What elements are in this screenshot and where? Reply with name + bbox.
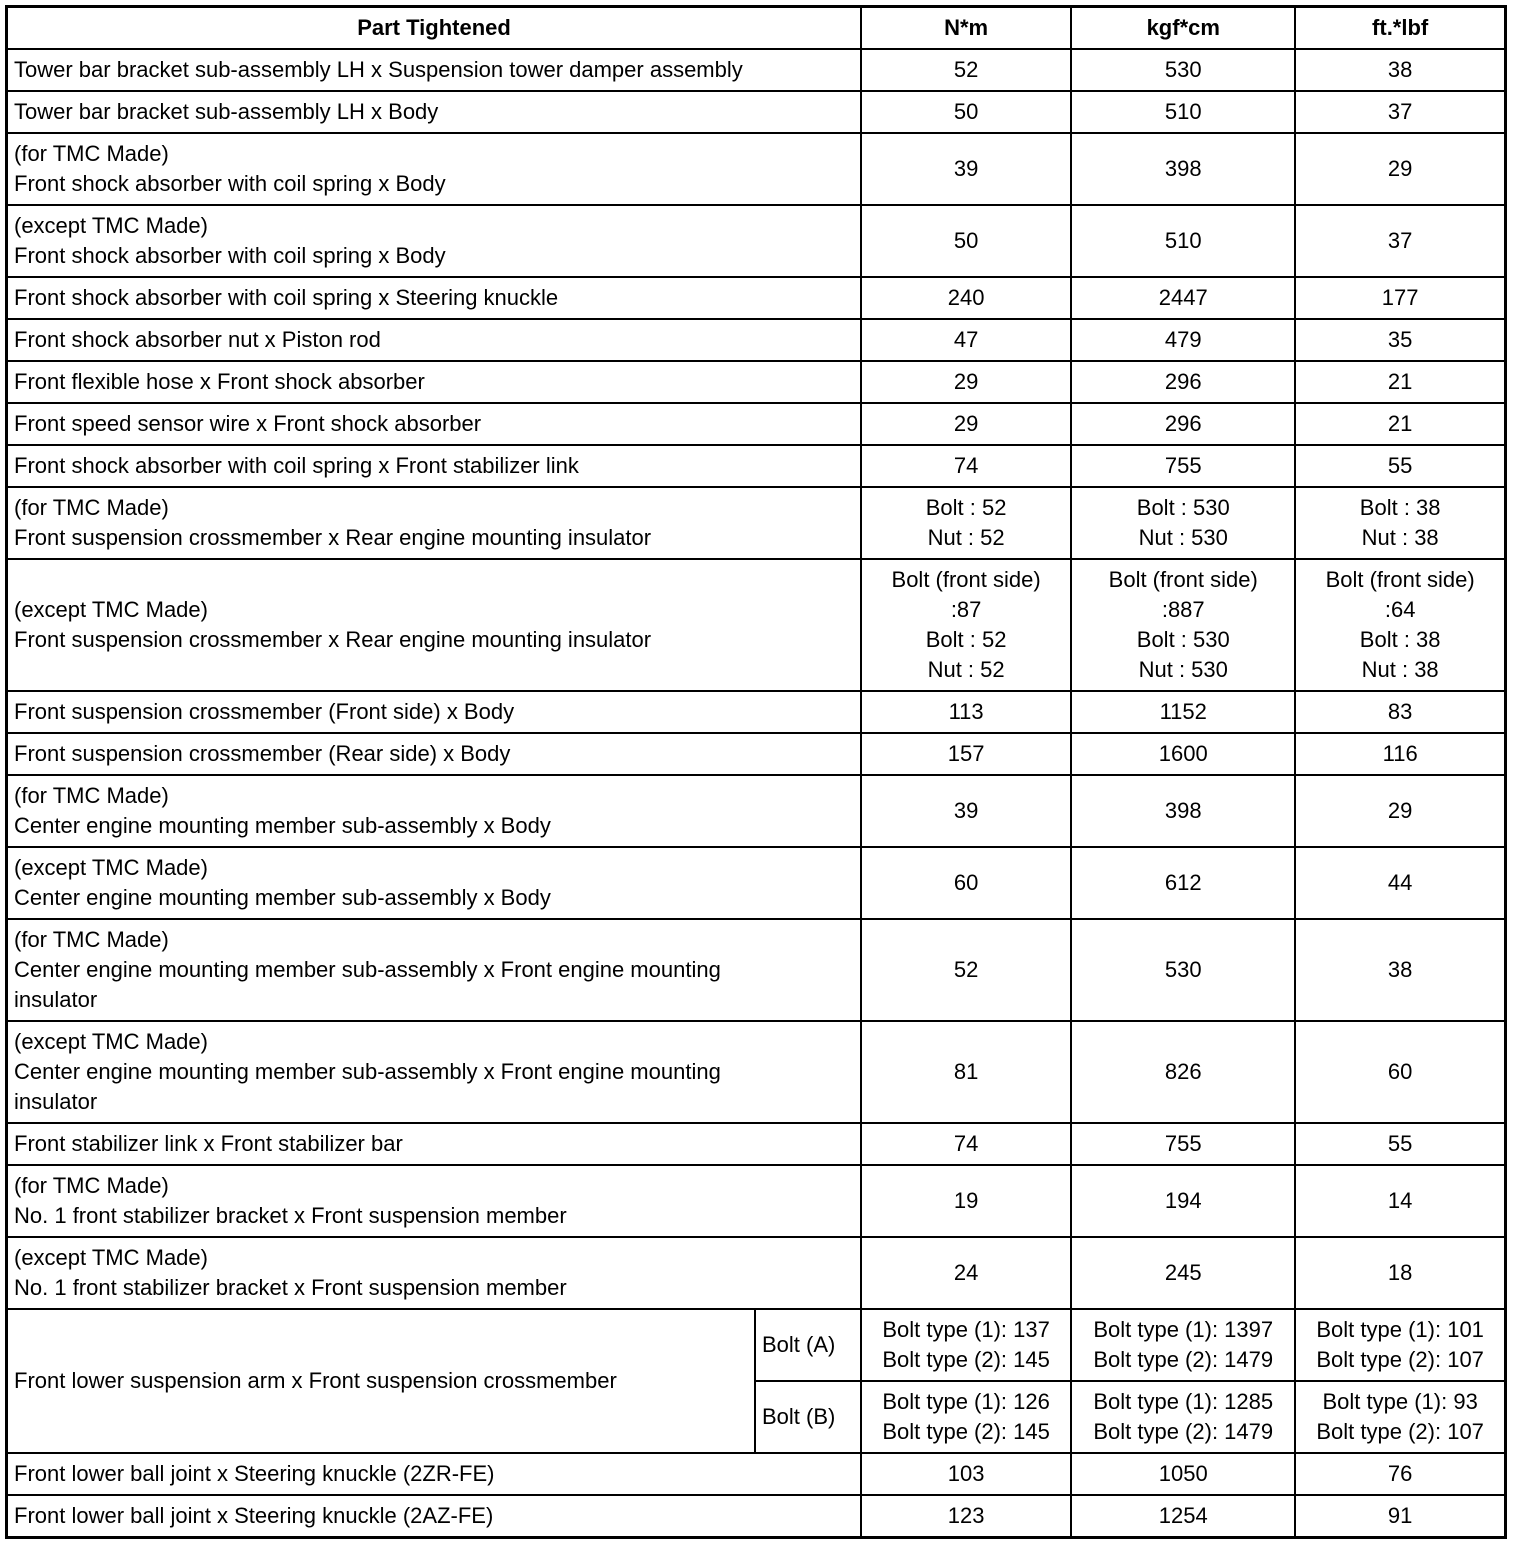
- kgfcm-cell: [1071, 847, 1295, 919]
- ftlbf-cell: [1295, 1495, 1505, 1538]
- cell-line: 123: [947, 1503, 985, 1528]
- part-cell: [7, 919, 862, 1021]
- cell-line: Center engine mounting member sub-assembly x Body: [14, 885, 551, 910]
- cell-line: Bolt type (2): 107: [1316, 1419, 1484, 1444]
- cell-line: 24: [953, 1260, 979, 1285]
- kgfcm-cell: [1071, 1495, 1295, 1538]
- part-cell: [7, 1453, 862, 1495]
- cell-line: 177: [1381, 285, 1419, 310]
- nm-cell: [861, 1165, 1071, 1237]
- cell-line: 18: [1387, 1260, 1413, 1285]
- ftlbf-cell: [1295, 559, 1505, 691]
- nm-cell: [861, 847, 1071, 919]
- cell-line: 1152: [1159, 699, 1207, 724]
- part-cell: [7, 559, 862, 691]
- nm-cell: [861, 1381, 1071, 1453]
- cell-line: 1254: [1158, 1503, 1208, 1528]
- cell-line: Tower bar bracket sub-assembly LH x Suspension tower damper assembly: [14, 57, 743, 82]
- cell-line: :887: [1161, 597, 1205, 622]
- part-cell: [7, 49, 862, 91]
- cell-line: 83: [1387, 699, 1413, 724]
- cell-line: 103: [947, 1461, 985, 1486]
- cell-line: Bolt type (2): 1479: [1093, 1419, 1274, 1444]
- cell-line: Bolt (front side): [891, 567, 1041, 592]
- kgfcm-cell: [1071, 205, 1295, 277]
- kgfcm-cell: [1071, 1237, 1295, 1309]
- cell-line: 398: [1164, 156, 1202, 181]
- cell-line: (for TMC Made): [14, 1173, 169, 1198]
- ftlbf-cell: [1295, 1309, 1505, 1381]
- cell-line: 755: [1164, 453, 1202, 478]
- cell-line: Bolt : 38: [1359, 495, 1441, 520]
- kgfcm-cell: [1071, 133, 1295, 205]
- header-kgfcm: kgf*cm: [1071, 7, 1295, 50]
- cell-line: 74: [953, 1131, 979, 1156]
- cell-line: Bolt type (2): 145: [882, 1419, 1050, 1444]
- kgfcm-cell: [1071, 1123, 1295, 1165]
- header-part-tightened: Part Tightened: [7, 7, 862, 50]
- cell-line: Bolt : 530: [1136, 627, 1230, 652]
- cell-line: Bolt type (1): 93: [1322, 1389, 1478, 1414]
- ftlbf-cell: [1295, 319, 1505, 361]
- part-cell: Front lower suspension arm x Front suspension crossmember: [7, 1309, 755, 1453]
- nm-cell: [861, 775, 1071, 847]
- kgfcm-cell: [1071, 919, 1295, 1021]
- cell-line: 245: [1164, 1260, 1202, 1285]
- cell-line: 35: [1387, 327, 1413, 352]
- table-row: [7, 205, 1506, 277]
- bolt-label-cell: Bolt (B): [755, 1381, 861, 1453]
- cell-line: 1600: [1158, 741, 1208, 766]
- table-row: [7, 559, 1506, 691]
- cell-line: Bolt (front side): [1108, 567, 1258, 592]
- nm-cell: [861, 277, 1071, 319]
- cell-line: Center engine mounting member sub-assembly x Body: [14, 813, 551, 838]
- cell-line: 21: [1387, 411, 1413, 436]
- cell-line: 157: [947, 741, 985, 766]
- part-cell: [7, 277, 862, 319]
- cell-line: 39: [953, 156, 979, 181]
- table-row: [7, 1495, 1506, 1538]
- nm-cell: [861, 733, 1071, 775]
- cell-line: 52: [953, 57, 979, 82]
- cell-line: Bolt type (2): 145: [882, 1347, 1050, 1372]
- kgfcm-cell: [1071, 277, 1295, 319]
- table-row: [7, 733, 1506, 775]
- cell-line: 60: [1387, 1059, 1413, 1084]
- cell-line: Front shock absorber with coil spring x Body: [14, 243, 446, 268]
- nm-cell: [861, 1021, 1071, 1123]
- cell-line: 44: [1387, 870, 1413, 895]
- cell-line: Front suspension crossmember x Rear engine mounting insulator: [14, 525, 652, 550]
- part-cell: [7, 1495, 862, 1538]
- ftlbf-cell: [1295, 1123, 1505, 1165]
- kgfcm-cell: [1071, 319, 1295, 361]
- table-row: [7, 361, 1506, 403]
- kgfcm-cell: [1071, 733, 1295, 775]
- part-cell: [7, 775, 862, 847]
- cell-line: Center engine mounting member sub-assembly x Front engine mounting: [14, 957, 721, 982]
- part-cell: [7, 445, 862, 487]
- cell-line: (except TMC Made): [14, 213, 208, 238]
- cell-line: Front suspension crossmember x Rear engine mounting insulator: [14, 627, 652, 652]
- cell-line: Bolt : 52: [925, 495, 1007, 520]
- ftlbf-cell: [1295, 133, 1505, 205]
- cell-line: Front lower ball joint x Steering knuckle (2AZ-FE): [14, 1503, 494, 1528]
- table-row: [7, 775, 1506, 847]
- table-row: [7, 49, 1506, 91]
- cell-line: Front suspension crossmember (Front side) x Body: [14, 699, 515, 724]
- nm-cell: [861, 1123, 1071, 1165]
- cell-line: (except TMC Made): [14, 1029, 208, 1054]
- cell-line: 52: [953, 957, 979, 982]
- cell-line: Nut : 52: [927, 657, 1005, 682]
- table-row: [7, 1165, 1506, 1237]
- cell-line: Bolt type (1): 1285: [1093, 1389, 1274, 1414]
- cell-line: 91: [1387, 1503, 1413, 1528]
- table-row: [7, 691, 1506, 733]
- table-row: [7, 403, 1506, 445]
- kgfcm-cell: [1071, 691, 1295, 733]
- cell-line: Bolt : 38: [1359, 627, 1441, 652]
- header-row: [7, 7, 1506, 50]
- kgfcm-cell: [1071, 361, 1295, 403]
- table-row: [7, 1123, 1506, 1165]
- cell-line: 38: [1387, 957, 1413, 982]
- cell-line: Front speed sensor wire x Front shock absorber: [14, 411, 482, 436]
- cell-line: 37: [1387, 99, 1413, 124]
- nm-cell: [861, 1453, 1071, 1495]
- part-cell: [7, 91, 862, 133]
- nm-cell: [861, 559, 1071, 691]
- cell-line: Front flexible hose x Front shock absorber: [14, 369, 425, 394]
- cell-line: insulator: [14, 1089, 98, 1114]
- nm-cell: [861, 445, 1071, 487]
- ftlbf-cell: [1295, 403, 1505, 445]
- cell-line: Front shock absorber with coil spring x Front stabilizer link: [14, 453, 579, 478]
- cell-line: 479: [1164, 327, 1202, 352]
- cell-line: 755: [1164, 1131, 1202, 1156]
- ftlbf-cell: [1295, 1381, 1505, 1453]
- cell-line: 81: [953, 1059, 979, 1084]
- cell-line: Nut : 38: [1361, 525, 1439, 550]
- nm-cell: [861, 361, 1071, 403]
- cell-line: Bolt type (1): 1397: [1093, 1317, 1274, 1342]
- kgfcm-cell: [1071, 775, 1295, 847]
- cell-line: (for TMC Made): [14, 141, 169, 166]
- ftlbf-cell: [1295, 919, 1505, 1021]
- table-body: [7, 49, 1506, 1538]
- table-row: [7, 847, 1506, 919]
- cell-line: 116: [1382, 741, 1418, 766]
- part-cell: [7, 1021, 862, 1123]
- nm-cell: [861, 1237, 1071, 1309]
- part-cell: [7, 133, 862, 205]
- table-row: [7, 91, 1506, 133]
- cell-line: Center engine mounting member sub-assembly x Front engine mounting: [14, 1059, 721, 1084]
- cell-line: (for TMC Made): [14, 495, 169, 520]
- table-row: [7, 277, 1506, 319]
- table-row: [7, 445, 1506, 487]
- nm-cell: [861, 133, 1071, 205]
- table-row: [7, 1309, 1506, 1381]
- cell-line: 194: [1164, 1188, 1202, 1213]
- torque-spec-table-container: [5, 5, 1507, 1539]
- kgfcm-cell: [1071, 1453, 1295, 1495]
- ftlbf-cell: [1295, 733, 1505, 775]
- cell-line: Front shock absorber with coil spring x Steering knuckle: [14, 285, 559, 310]
- cell-line: 55: [1387, 453, 1413, 478]
- cell-line: 1050: [1158, 1461, 1208, 1486]
- cell-line: 296: [1164, 411, 1202, 436]
- table-row: [7, 319, 1506, 361]
- cell-line: (for TMC Made): [14, 927, 169, 952]
- part-cell: [7, 403, 862, 445]
- cell-line: 29: [1387, 798, 1413, 823]
- kgfcm-cell: [1071, 1309, 1295, 1381]
- cell-line: 826: [1164, 1059, 1202, 1084]
- cell-line: Front shock absorber with coil spring x Body: [14, 171, 446, 196]
- table-row: [7, 1237, 1506, 1309]
- cell-line: 29: [953, 411, 979, 436]
- nm-cell: [861, 691, 1071, 733]
- kgfcm-cell: [1071, 559, 1295, 691]
- cell-line: 29: [953, 369, 979, 394]
- cell-line: Bolt type (2): 1479: [1093, 1347, 1274, 1372]
- nm-cell: [861, 1309, 1071, 1381]
- ftlbf-cell: [1295, 445, 1505, 487]
- cell-line: 2447: [1158, 285, 1208, 310]
- part-cell: [7, 733, 862, 775]
- cell-line: (except TMC Made): [14, 597, 208, 622]
- kgfcm-cell: [1071, 1381, 1295, 1453]
- header-ftlbf: ft.*lbf: [1295, 7, 1505, 50]
- cell-line: 19: [953, 1188, 979, 1213]
- cell-line: Bolt : 52: [925, 627, 1007, 652]
- cell-line: 113: [948, 699, 984, 724]
- cell-line: :64: [1384, 597, 1416, 622]
- part-cell: [7, 487, 862, 559]
- ftlbf-cell: [1295, 49, 1505, 91]
- part-cell: [7, 847, 862, 919]
- ftlbf-cell: [1295, 1021, 1505, 1123]
- cell-line: 530: [1164, 57, 1202, 82]
- cell-line: 50: [953, 228, 979, 253]
- ftlbf-cell: [1295, 91, 1505, 133]
- cell-line: Bolt type (2): 107: [1316, 1347, 1484, 1372]
- nm-cell: [861, 1495, 1071, 1538]
- cell-line: 398: [1164, 798, 1202, 823]
- cell-line: (except TMC Made): [14, 855, 208, 880]
- cell-line: 47: [953, 327, 979, 352]
- part-cell: [7, 1165, 862, 1237]
- cell-line: 55: [1387, 1131, 1413, 1156]
- cell-line: Bolt : 530: [1136, 495, 1230, 520]
- ftlbf-cell: [1295, 487, 1505, 559]
- ftlbf-cell: [1295, 1453, 1505, 1495]
- cell-line: (except TMC Made): [14, 1245, 208, 1270]
- table-row: [7, 1021, 1506, 1123]
- torque-spec-table: [5, 5, 1507, 1539]
- cell-line: Nut : 530: [1138, 657, 1228, 682]
- cell-line: Bolt (front side): [1325, 567, 1475, 592]
- nm-cell: [861, 205, 1071, 277]
- cell-line: Nut : 530: [1138, 525, 1228, 550]
- cell-line: Nut : 38: [1361, 657, 1439, 682]
- kgfcm-cell: [1071, 487, 1295, 559]
- ftlbf-cell: [1295, 1165, 1505, 1237]
- cell-line: insulator: [14, 987, 98, 1012]
- part-cell: [7, 691, 862, 733]
- cell-line: 296: [1164, 369, 1202, 394]
- cell-line: 14: [1387, 1188, 1413, 1213]
- cell-line: 240: [947, 285, 985, 310]
- cell-line: 39: [953, 798, 979, 823]
- part-cell: [7, 205, 862, 277]
- kgfcm-cell: [1071, 49, 1295, 91]
- ftlbf-cell: [1295, 361, 1505, 403]
- cell-line: Front suspension crossmember (Rear side) x Body: [14, 741, 511, 766]
- nm-cell: [861, 91, 1071, 133]
- cell-line: Bolt type (1): 101: [1316, 1317, 1484, 1342]
- cell-line: (for TMC Made): [14, 783, 169, 808]
- cell-line: 38: [1387, 57, 1413, 82]
- cell-line: Front shock absorber nut x Piston rod: [14, 327, 381, 352]
- cell-line: 29: [1387, 156, 1413, 181]
- table-row: [7, 133, 1506, 205]
- kgfcm-cell: [1071, 403, 1295, 445]
- table-row: [7, 919, 1506, 1021]
- cell-line: 612: [1164, 870, 1202, 895]
- table-row: [7, 1453, 1506, 1495]
- nm-cell: [861, 319, 1071, 361]
- cell-line: 21: [1387, 369, 1413, 394]
- table-row: [7, 487, 1506, 559]
- cell-line: Nut : 52: [927, 525, 1005, 550]
- nm-cell: [861, 919, 1071, 1021]
- cell-line: 510: [1164, 228, 1202, 253]
- cell-line: :87: [950, 597, 982, 622]
- kgfcm-cell: [1071, 91, 1295, 133]
- cell-line: 60: [953, 870, 979, 895]
- ftlbf-cell: [1295, 847, 1505, 919]
- nm-cell: [861, 487, 1071, 559]
- part-cell: [7, 319, 862, 361]
- kgfcm-cell: [1071, 1021, 1295, 1123]
- ftlbf-cell: [1295, 775, 1505, 847]
- cell-line: Bolt type (1): 126: [882, 1389, 1050, 1414]
- nm-cell: [861, 49, 1071, 91]
- ftlbf-cell: [1295, 205, 1505, 277]
- cell-line: No. 1 front stabilizer bracket x Front suspension member: [14, 1203, 567, 1228]
- cell-line: No. 1 front stabilizer bracket x Front suspension member: [14, 1275, 567, 1300]
- part-cell: [7, 361, 862, 403]
- kgfcm-cell: [1071, 445, 1295, 487]
- ftlbf-cell: [1295, 277, 1505, 319]
- ftlbf-cell: [1295, 1237, 1505, 1309]
- cell-line: 510: [1164, 99, 1202, 124]
- cell-line: 530: [1164, 957, 1202, 982]
- kgfcm-cell: [1071, 1165, 1295, 1237]
- cell-line: Tower bar bracket sub-assembly LH x Body: [14, 99, 439, 124]
- nm-cell: [861, 403, 1071, 445]
- cell-line: 50: [953, 99, 979, 124]
- cell-line: Front stabilizer link x Front stabilizer bar: [14, 1131, 403, 1156]
- part-cell: [7, 1237, 862, 1309]
- ftlbf-cell: [1295, 691, 1505, 733]
- bolt-label-cell: Bolt (A): [755, 1309, 861, 1381]
- cell-line: Bolt type (1): 137: [882, 1317, 1050, 1342]
- cell-line: Front lower ball joint x Steering knuckle (2ZR-FE): [14, 1461, 495, 1486]
- header-nm: N*m: [861, 7, 1071, 50]
- cell-line: 37: [1387, 228, 1413, 253]
- cell-line: 76: [1387, 1461, 1413, 1486]
- cell-line: 74: [953, 453, 979, 478]
- part-cell: [7, 1123, 862, 1165]
